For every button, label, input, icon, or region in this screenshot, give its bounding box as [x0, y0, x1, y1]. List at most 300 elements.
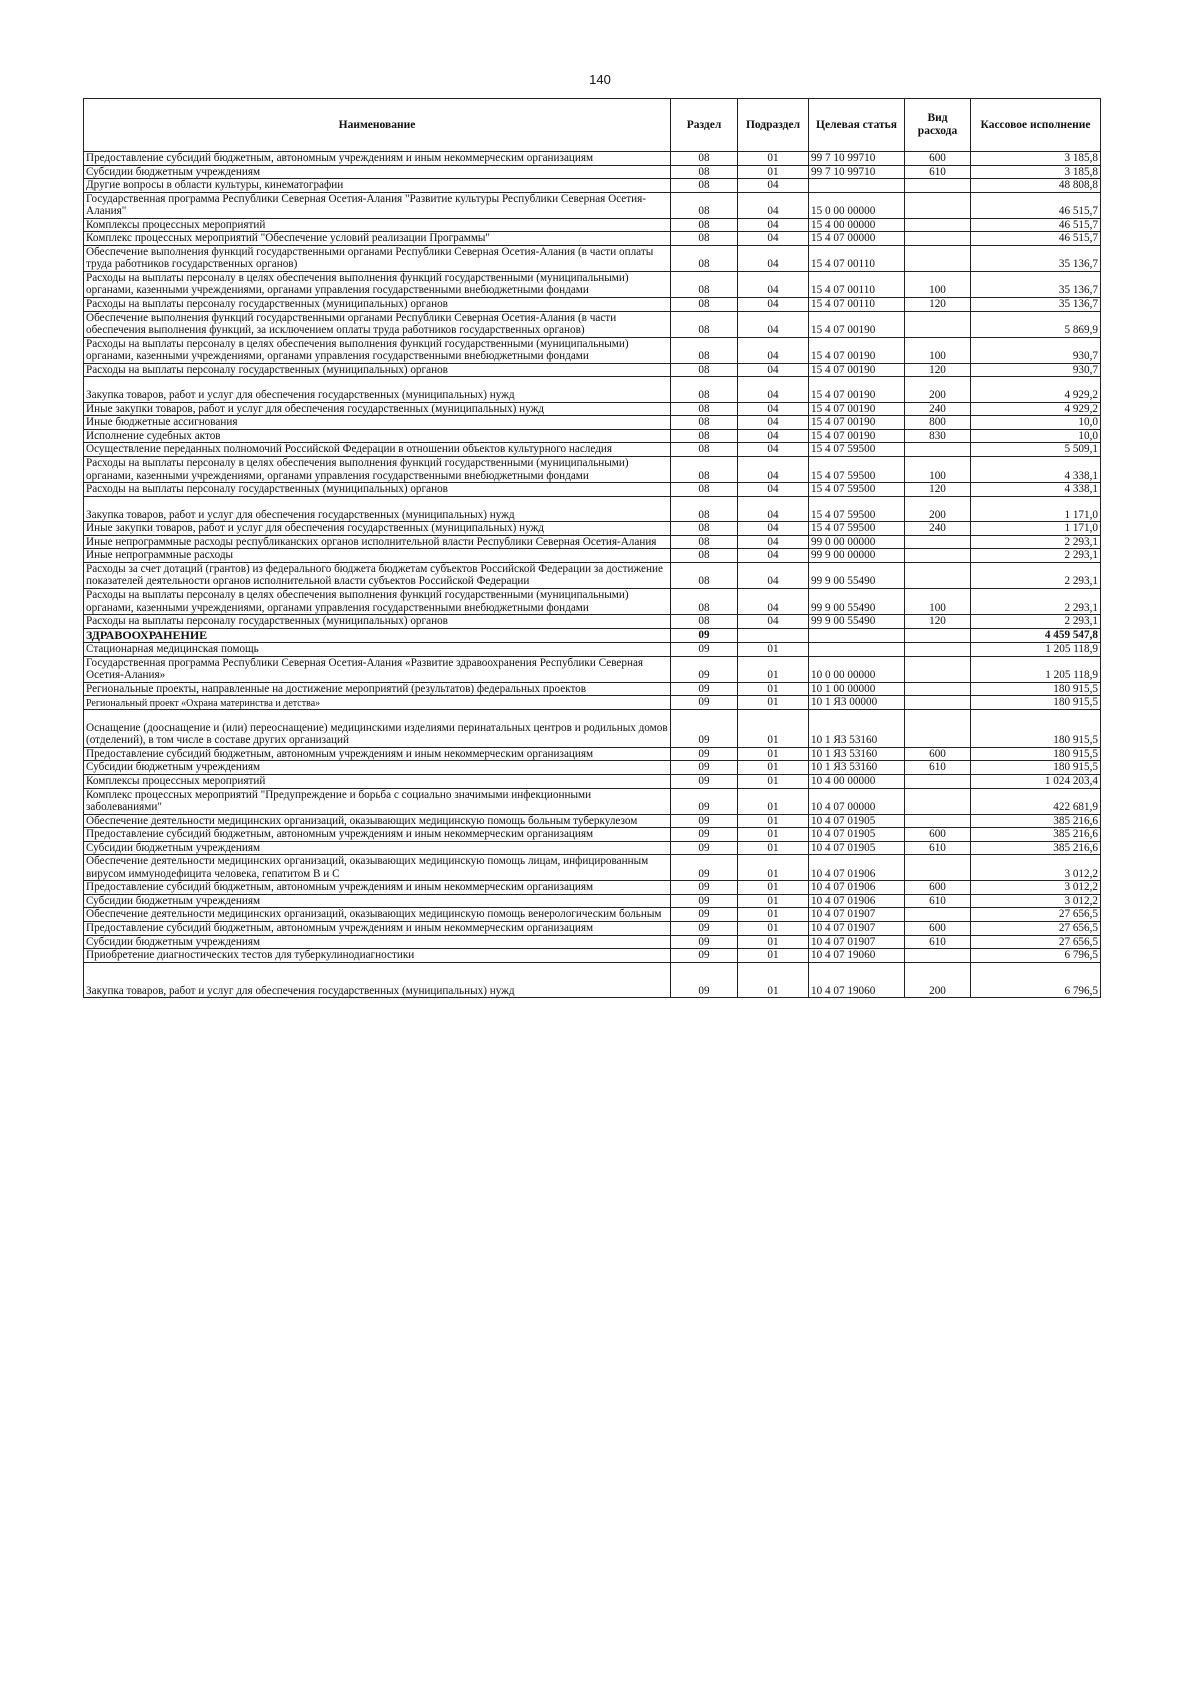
table-row [84, 628, 1101, 642]
cell-subsection: 01 [738, 841, 809, 855]
table-row [84, 643, 1101, 657]
cell-section: 09 [671, 921, 738, 935]
cell-subsection: 04 [738, 298, 809, 312]
cell-subsection: 04 [738, 179, 809, 193]
cell-section: 09 [671, 628, 738, 642]
cell-subsection: 01 [738, 165, 809, 179]
cell-name: Региональные проекты, направленные на достижение мероприятий (результатов) федеральных проектов [84, 682, 671, 696]
cell-section: 08 [671, 192, 738, 218]
cell-amount: 385 216,6 [971, 841, 1101, 855]
cell-type: 120 [905, 298, 971, 312]
cell-section: 09 [671, 894, 738, 908]
cell-subsection: 04 [738, 549, 809, 563]
cell-amount: 1 205 118,9 [971, 656, 1101, 682]
cell-article: 10 4 07 01906 [809, 881, 905, 895]
cell-amount: 1 205 118,9 [971, 643, 1101, 657]
cell-article: 10 4 07 01905 [809, 814, 905, 828]
cell-section: 08 [671, 522, 738, 536]
cell-article: 10 1 Я3 00000 [809, 696, 905, 710]
cell-amount: 2 293,1 [971, 535, 1101, 549]
cell-type: 100 [905, 271, 971, 297]
table-row [84, 761, 1101, 775]
table-row [84, 828, 1101, 842]
cell-name: Субсидии бюджетным учреждениям [84, 935, 671, 949]
table-row [84, 841, 1101, 855]
table-row [84, 774, 1101, 788]
cell-amount: 3 185,8 [971, 165, 1101, 179]
cell-type: 610 [905, 761, 971, 775]
cell-name: Расходы на выплаты персоналу государственных (муниципальных) органов [84, 615, 671, 629]
cell-article [809, 628, 905, 642]
cell-article: 15 4 07 00190 [809, 377, 905, 403]
table-row [84, 908, 1101, 922]
cell-subsection: 01 [738, 152, 809, 166]
table-row [84, 949, 1101, 963]
cell-type: 600 [905, 881, 971, 895]
cell-subsection: 04 [738, 218, 809, 232]
cell-section: 09 [671, 949, 738, 963]
cell-name: Субсидии бюджетным учреждениям [84, 841, 671, 855]
cell-article: 99 7 10 99710 [809, 165, 905, 179]
cell-amount: 3 185,8 [971, 152, 1101, 166]
cell-subsection: 01 [738, 682, 809, 696]
cell-amount: 930,7 [971, 363, 1101, 377]
cell-amount: 46 515,7 [971, 232, 1101, 246]
cell-subsection: 04 [738, 363, 809, 377]
cell-type: 120 [905, 615, 971, 629]
cell-type: 800 [905, 416, 971, 430]
header-type: Вид расхода [905, 99, 971, 152]
cell-amount: 6 796,5 [971, 949, 1101, 963]
cell-section: 08 [671, 443, 738, 457]
cell-article: 99 9 00 55490 [809, 615, 905, 629]
cell-name: Обеспечение выполнения функций государственными органами Республики Северная Осетия-Алания (в части обеспечения выполнения функций, за исключением оплаты труда работников государственных органов) [84, 311, 671, 337]
cell-section: 08 [671, 377, 738, 403]
cell-section: 09 [671, 962, 738, 998]
table-row [84, 549, 1101, 563]
cell-subsection: 04 [738, 377, 809, 403]
cell-subsection: 01 [738, 696, 809, 710]
table-row [84, 377, 1101, 403]
cell-amount: 5 509,1 [971, 443, 1101, 457]
cell-section: 08 [671, 165, 738, 179]
cell-type: 610 [905, 841, 971, 855]
cell-amount: 180 915,5 [971, 747, 1101, 761]
cell-section: 09 [671, 881, 738, 895]
cell-type [905, 535, 971, 549]
cell-amount: 4 459 547,8 [971, 628, 1101, 642]
cell-section: 09 [671, 747, 738, 761]
cell-article: 10 4 00 00000 [809, 774, 905, 788]
table-row [84, 921, 1101, 935]
cell-section: 09 [671, 788, 738, 814]
cell-name: Расходы за счет дотаций (грантов) из федерального бюджета бюджетам субъектов Российской Федерации за достижение показателей деятельности органов исполнительной власти субъектов Российской Федерации [84, 562, 671, 588]
cell-article: 15 4 07 00190 [809, 429, 905, 443]
cell-name: Обеспечение деятельности медицинских организаций, оказывающих медицинскую помощь больным туберкулезом [84, 814, 671, 828]
cell-section: 08 [671, 416, 738, 430]
cell-amount: 35 136,7 [971, 271, 1101, 297]
header-article: Целевая статья [809, 99, 905, 152]
cell-section: 09 [671, 774, 738, 788]
cell-section: 08 [671, 429, 738, 443]
cell-amount: 27 656,5 [971, 921, 1101, 935]
table-row [84, 402, 1101, 416]
cell-name: Закупка товаров, работ и услуг для обеспечения государственных (муниципальных) нужд [84, 377, 671, 403]
cell-name: Приобретение диагностических тестов для туберкулинодиагностики [84, 949, 671, 963]
cell-section: 08 [671, 402, 738, 416]
cell-name: Иные бюджетные ассигнования [84, 416, 671, 430]
cell-type [905, 245, 971, 271]
cell-subsection: 04 [738, 245, 809, 271]
cell-section: 08 [671, 496, 738, 522]
table-row [84, 682, 1101, 696]
cell-type: 120 [905, 483, 971, 497]
cell-type [905, 443, 971, 457]
cell-type: 240 [905, 402, 971, 416]
cell-section: 09 [671, 935, 738, 949]
table-row [84, 894, 1101, 908]
table-row [84, 881, 1101, 895]
table-row [84, 429, 1101, 443]
cell-type [905, 682, 971, 696]
cell-type [905, 218, 971, 232]
cell-type: 830 [905, 429, 971, 443]
cell-name: Другие вопросы в области культуры, кинематографии [84, 179, 671, 193]
cell-section: 08 [671, 298, 738, 312]
cell-name: Расходы на выплаты персоналу государственных (муниципальных) органов [84, 363, 671, 377]
cell-subsection: 04 [738, 443, 809, 457]
cell-article: 99 9 00 55490 [809, 562, 905, 588]
cell-article: 99 7 10 99710 [809, 152, 905, 166]
cell-name: Иные закупки товаров, работ и услуг для обеспечения государственных (муниципальных) нужд [84, 402, 671, 416]
cell-type [905, 643, 971, 657]
table-row [84, 152, 1101, 166]
cell-section: 09 [671, 643, 738, 657]
cell-article: 15 4 07 00000 [809, 232, 905, 246]
cell-article: 10 4 07 01907 [809, 908, 905, 922]
cell-amount: 1 024 203,4 [971, 774, 1101, 788]
cell-article: 10 4 07 00000 [809, 788, 905, 814]
header-name: Наименование [84, 99, 671, 152]
table-header-row [84, 99, 1101, 152]
table-row [84, 855, 1101, 881]
cell-name: Закупка товаров, работ и услуг для обеспечения государственных (муниципальных) нужд [84, 962, 671, 998]
cell-subsection: 04 [738, 402, 809, 416]
table-row [84, 232, 1101, 246]
table-row [84, 416, 1101, 430]
table-row [84, 788, 1101, 814]
cell-amount: 10,0 [971, 429, 1101, 443]
cell-name: Расходы на выплаты персоналу в целях обеспечения выполнения функций государственными (муниципальными) органами, казенными учреждениями, органами управления государственными внебюджетными фондами [84, 457, 671, 483]
budget-execution-table [83, 98, 1101, 998]
cell-article: 10 4 07 01906 [809, 855, 905, 881]
cell-section: 09 [671, 709, 738, 747]
table-row [84, 709, 1101, 747]
cell-subsection: 04 [738, 416, 809, 430]
cell-name: Предоставление субсидий бюджетным, автономным учреждениям и иным некоммерческим организациям [84, 881, 671, 895]
cell-article: 10 4 07 01906 [809, 894, 905, 908]
cell-name: Субсидии бюджетным учреждениям [84, 165, 671, 179]
cell-name: Субсидии бюджетным учреждениям [84, 894, 671, 908]
cell-amount: 180 915,5 [971, 709, 1101, 747]
cell-section: 08 [671, 152, 738, 166]
cell-name: Комплекс процессных мероприятий "Предупреждение и борьба с социально значимыми инфекционными заболеваниями" [84, 788, 671, 814]
cell-name: Расходы на выплаты персоналу государственных (муниципальных) органов [84, 483, 671, 497]
cell-section: 08 [671, 588, 738, 614]
cell-article: 10 4 07 19060 [809, 962, 905, 998]
cell-type [905, 855, 971, 881]
cell-section: 08 [671, 363, 738, 377]
table-row [84, 337, 1101, 363]
cell-article: 10 0 00 00000 [809, 656, 905, 682]
cell-section: 09 [671, 814, 738, 828]
cell-name: Государственная программа Республики Северная Осетия-Алания "Развитие культуры Республики Северная Осетия-Алания" [84, 192, 671, 218]
cell-name: Иные непрограммные расходы [84, 549, 671, 563]
cell-subsection: 04 [738, 535, 809, 549]
table-row [84, 814, 1101, 828]
table-row [84, 962, 1101, 998]
table-row [84, 179, 1101, 193]
cell-amount: 4 929,2 [971, 377, 1101, 403]
cell-amount: 10,0 [971, 416, 1101, 430]
cell-section: 09 [671, 682, 738, 696]
cell-subsection: 04 [738, 311, 809, 337]
cell-subsection: 01 [738, 881, 809, 895]
cell-amount: 3 012,2 [971, 881, 1101, 895]
cell-subsection: 01 [738, 709, 809, 747]
cell-article: 10 1 Я3 53160 [809, 709, 905, 747]
cell-section: 08 [671, 232, 738, 246]
cell-name: Комплексы процессных мероприятий [84, 218, 671, 232]
table-row [84, 935, 1101, 949]
cell-amount: 180 915,5 [971, 761, 1101, 775]
table-row [84, 615, 1101, 629]
cell-article: 15 4 07 00190 [809, 311, 905, 337]
cell-type [905, 696, 971, 710]
cell-name: Комплексы процессных мероприятий [84, 774, 671, 788]
header-section: Раздел [671, 99, 738, 152]
table-row [84, 311, 1101, 337]
cell-type: 240 [905, 522, 971, 536]
cell-type: 100 [905, 588, 971, 614]
cell-subsection: 04 [738, 429, 809, 443]
table-row [84, 696, 1101, 710]
cell-section: 09 [671, 761, 738, 775]
cell-section: 08 [671, 562, 738, 588]
cell-subsection: 01 [738, 656, 809, 682]
cell-subsection: 01 [738, 747, 809, 761]
cell-amount: 27 656,5 [971, 935, 1101, 949]
cell-subsection: 04 [738, 562, 809, 588]
cell-amount: 4 338,1 [971, 457, 1101, 483]
cell-type: 610 [905, 935, 971, 949]
cell-amount: 2 293,1 [971, 615, 1101, 629]
cell-name: Расходы на выплаты персоналу в целях обеспечения выполнения функций государственными (муниципальными) органами, казенными учреждениями, органами управления государственными внебюджетными фондами [84, 588, 671, 614]
cell-section: 09 [671, 828, 738, 842]
cell-amount: 5 869,9 [971, 311, 1101, 337]
cell-article: 10 1 00 00000 [809, 682, 905, 696]
cell-type [905, 562, 971, 588]
cell-subsection: 04 [738, 232, 809, 246]
cell-section: 08 [671, 457, 738, 483]
page-number: 140 [589, 72, 611, 87]
cell-type [905, 232, 971, 246]
cell-amount: 2 293,1 [971, 588, 1101, 614]
cell-article: 10 4 07 01907 [809, 935, 905, 949]
cell-type: 120 [905, 363, 971, 377]
cell-amount: 2 293,1 [971, 562, 1101, 588]
cell-type: 200 [905, 496, 971, 522]
cell-name: Расходы на выплаты персоналу в целях обеспечения выполнения функций государственными (муниципальными) органами, казенными учреждениями, органами управления государственными внебюджетными фондами [84, 271, 671, 297]
cell-name: Иные закупки товаров, работ и услуг для обеспечения государственных (муниципальных) нужд [84, 522, 671, 536]
cell-name: Обеспечение выполнения функций государственными органами Республики Северная Осетия-Алания (в части оплаты труда работников государственных органов) [84, 245, 671, 271]
cell-type [905, 549, 971, 563]
cell-amount: 180 915,5 [971, 696, 1101, 710]
cell-amount: 4 929,2 [971, 402, 1101, 416]
cell-type: 610 [905, 894, 971, 908]
cell-article [809, 179, 905, 193]
cell-type [905, 311, 971, 337]
cell-amount: 6 796,5 [971, 962, 1101, 998]
cell-article: 99 9 00 00000 [809, 549, 905, 563]
cell-subsection: 01 [738, 908, 809, 922]
table-row [84, 522, 1101, 536]
cell-name: Субсидии бюджетным учреждениям [84, 761, 671, 775]
cell-section: 08 [671, 218, 738, 232]
cell-section: 08 [671, 337, 738, 363]
cell-type: 610 [905, 165, 971, 179]
cell-subsection: 01 [738, 774, 809, 788]
cell-name: Иные непрограммные расходы республиканских органов исполнительной власти Республики Северная Осетия-Алания [84, 535, 671, 549]
cell-amount: 422 681,9 [971, 788, 1101, 814]
cell-subsection: 04 [738, 522, 809, 536]
cell-name: ЗДРАВООХРАНЕНИЕ [84, 628, 671, 642]
cell-name: Предоставление субсидий бюджетным, автономным учреждениям и иным некоммерческим организациям [84, 747, 671, 761]
cell-name: Расходы на выплаты персоналу в целях обеспечения выполнения функций государственными (муниципальными) органами, казенными учреждениями, органами управления государственными внебюджетными фондами [84, 337, 671, 363]
table-row [84, 656, 1101, 682]
cell-article: 15 4 07 00110 [809, 245, 905, 271]
cell-type [905, 179, 971, 193]
cell-type [905, 814, 971, 828]
cell-type [905, 628, 971, 642]
cell-name: Закупка товаров, работ и услуг для обеспечения государственных (муниципальных) нужд [84, 496, 671, 522]
cell-subsection: 01 [738, 921, 809, 935]
table-row [84, 535, 1101, 549]
cell-article: 15 4 07 59500 [809, 457, 905, 483]
cell-amount: 27 656,5 [971, 908, 1101, 922]
cell-amount: 385 216,6 [971, 828, 1101, 842]
cell-type [905, 949, 971, 963]
cell-type [905, 908, 971, 922]
cell-article: 15 4 07 59500 [809, 443, 905, 457]
cell-section: 09 [671, 908, 738, 922]
cell-type [905, 709, 971, 747]
cell-amount: 1 171,0 [971, 496, 1101, 522]
cell-amount: 3 012,2 [971, 894, 1101, 908]
cell-subsection: 04 [738, 588, 809, 614]
cell-article: 10 4 07 01905 [809, 841, 905, 855]
cell-article: 15 4 07 00110 [809, 271, 905, 297]
cell-subsection: 01 [738, 761, 809, 775]
table-row [84, 747, 1101, 761]
cell-name: Расходы на выплаты персоналу государственных (муниципальных) органов [84, 298, 671, 312]
cell-amount: 4 338,1 [971, 483, 1101, 497]
cell-subsection: 04 [738, 496, 809, 522]
cell-section: 08 [671, 179, 738, 193]
cell-subsection: 01 [738, 828, 809, 842]
cell-article [809, 643, 905, 657]
cell-subsection: 04 [738, 483, 809, 497]
cell-section: 08 [671, 615, 738, 629]
cell-subsection: 01 [738, 962, 809, 998]
cell-subsection: 01 [738, 855, 809, 881]
cell-name: Исполнение судебных актов [84, 429, 671, 443]
table-row [84, 165, 1101, 179]
cell-name: Обеспечение деятельности медицинских организаций, оказывающих медицинскую помощь венерологическим больным [84, 908, 671, 922]
cell-section: 08 [671, 271, 738, 297]
cell-name: Предоставление субсидий бюджетным, автономным учреждениям и иным некоммерческим организациям [84, 921, 671, 935]
cell-amount: 46 515,7 [971, 218, 1101, 232]
cell-amount: 35 136,7 [971, 298, 1101, 312]
cell-article: 15 4 07 00190 [809, 337, 905, 363]
cell-article: 10 4 07 01905 [809, 828, 905, 842]
cell-article: 10 1 Я3 53160 [809, 761, 905, 775]
cell-type [905, 788, 971, 814]
table-row [84, 271, 1101, 297]
cell-name: Комплекс процессных мероприятий "Обеспечение условий реализации Программы" [84, 232, 671, 246]
table-row [84, 245, 1101, 271]
cell-article: 15 4 07 00110 [809, 298, 905, 312]
cell-subsection: 04 [738, 457, 809, 483]
cell-article: 15 0 00 00000 [809, 192, 905, 218]
cell-amount: 35 136,7 [971, 245, 1101, 271]
cell-article: 15 4 07 59500 [809, 522, 905, 536]
cell-type: 600 [905, 828, 971, 842]
cell-amount: 46 515,7 [971, 192, 1101, 218]
cell-subsection: 04 [738, 337, 809, 363]
cell-article: 99 0 00 00000 [809, 535, 905, 549]
cell-subsection: 04 [738, 192, 809, 218]
cell-subsection [738, 628, 809, 642]
cell-name: Обеспечение деятельности медицинских организаций, оказывающих медицинскую помощь лицам, инфицированным вирусом иммунодефицита человека, гепатитом В и С [84, 855, 671, 881]
cell-article: 15 4 07 00190 [809, 402, 905, 416]
cell-type: 100 [905, 457, 971, 483]
table-row [84, 562, 1101, 588]
cell-section: 09 [671, 656, 738, 682]
cell-name: Государственная программа Республики Северная Осетия-Алания «Развитие здравоохранения Республики Северная Осетия-Алания» [84, 656, 671, 682]
header-amount: Кассовое исполнение [971, 99, 1101, 152]
cell-name: Региональный проект «Охрана материнства и детства» [84, 696, 671, 710]
cell-article: 99 9 00 55490 [809, 588, 905, 614]
cell-amount: 48 808,8 [971, 179, 1101, 193]
cell-amount: 1 171,0 [971, 522, 1101, 536]
cell-name: Осуществление переданных полномочий Российской Федерации в отношении объектов культурного наследия [84, 443, 671, 457]
cell-subsection: 01 [738, 949, 809, 963]
cell-subsection: 01 [738, 643, 809, 657]
table-row [84, 443, 1101, 457]
cell-section: 08 [671, 311, 738, 337]
cell-section: 08 [671, 483, 738, 497]
cell-article: 15 4 07 59500 [809, 496, 905, 522]
cell-type: 200 [905, 962, 971, 998]
cell-type [905, 192, 971, 218]
cell-amount: 3 012,2 [971, 855, 1101, 881]
cell-subsection: 04 [738, 615, 809, 629]
cell-type: 600 [905, 152, 971, 166]
cell-name: Стационарная медицинская помощь [84, 643, 671, 657]
cell-article: 15 4 00 00000 [809, 218, 905, 232]
cell-amount: 385 216,6 [971, 814, 1101, 828]
